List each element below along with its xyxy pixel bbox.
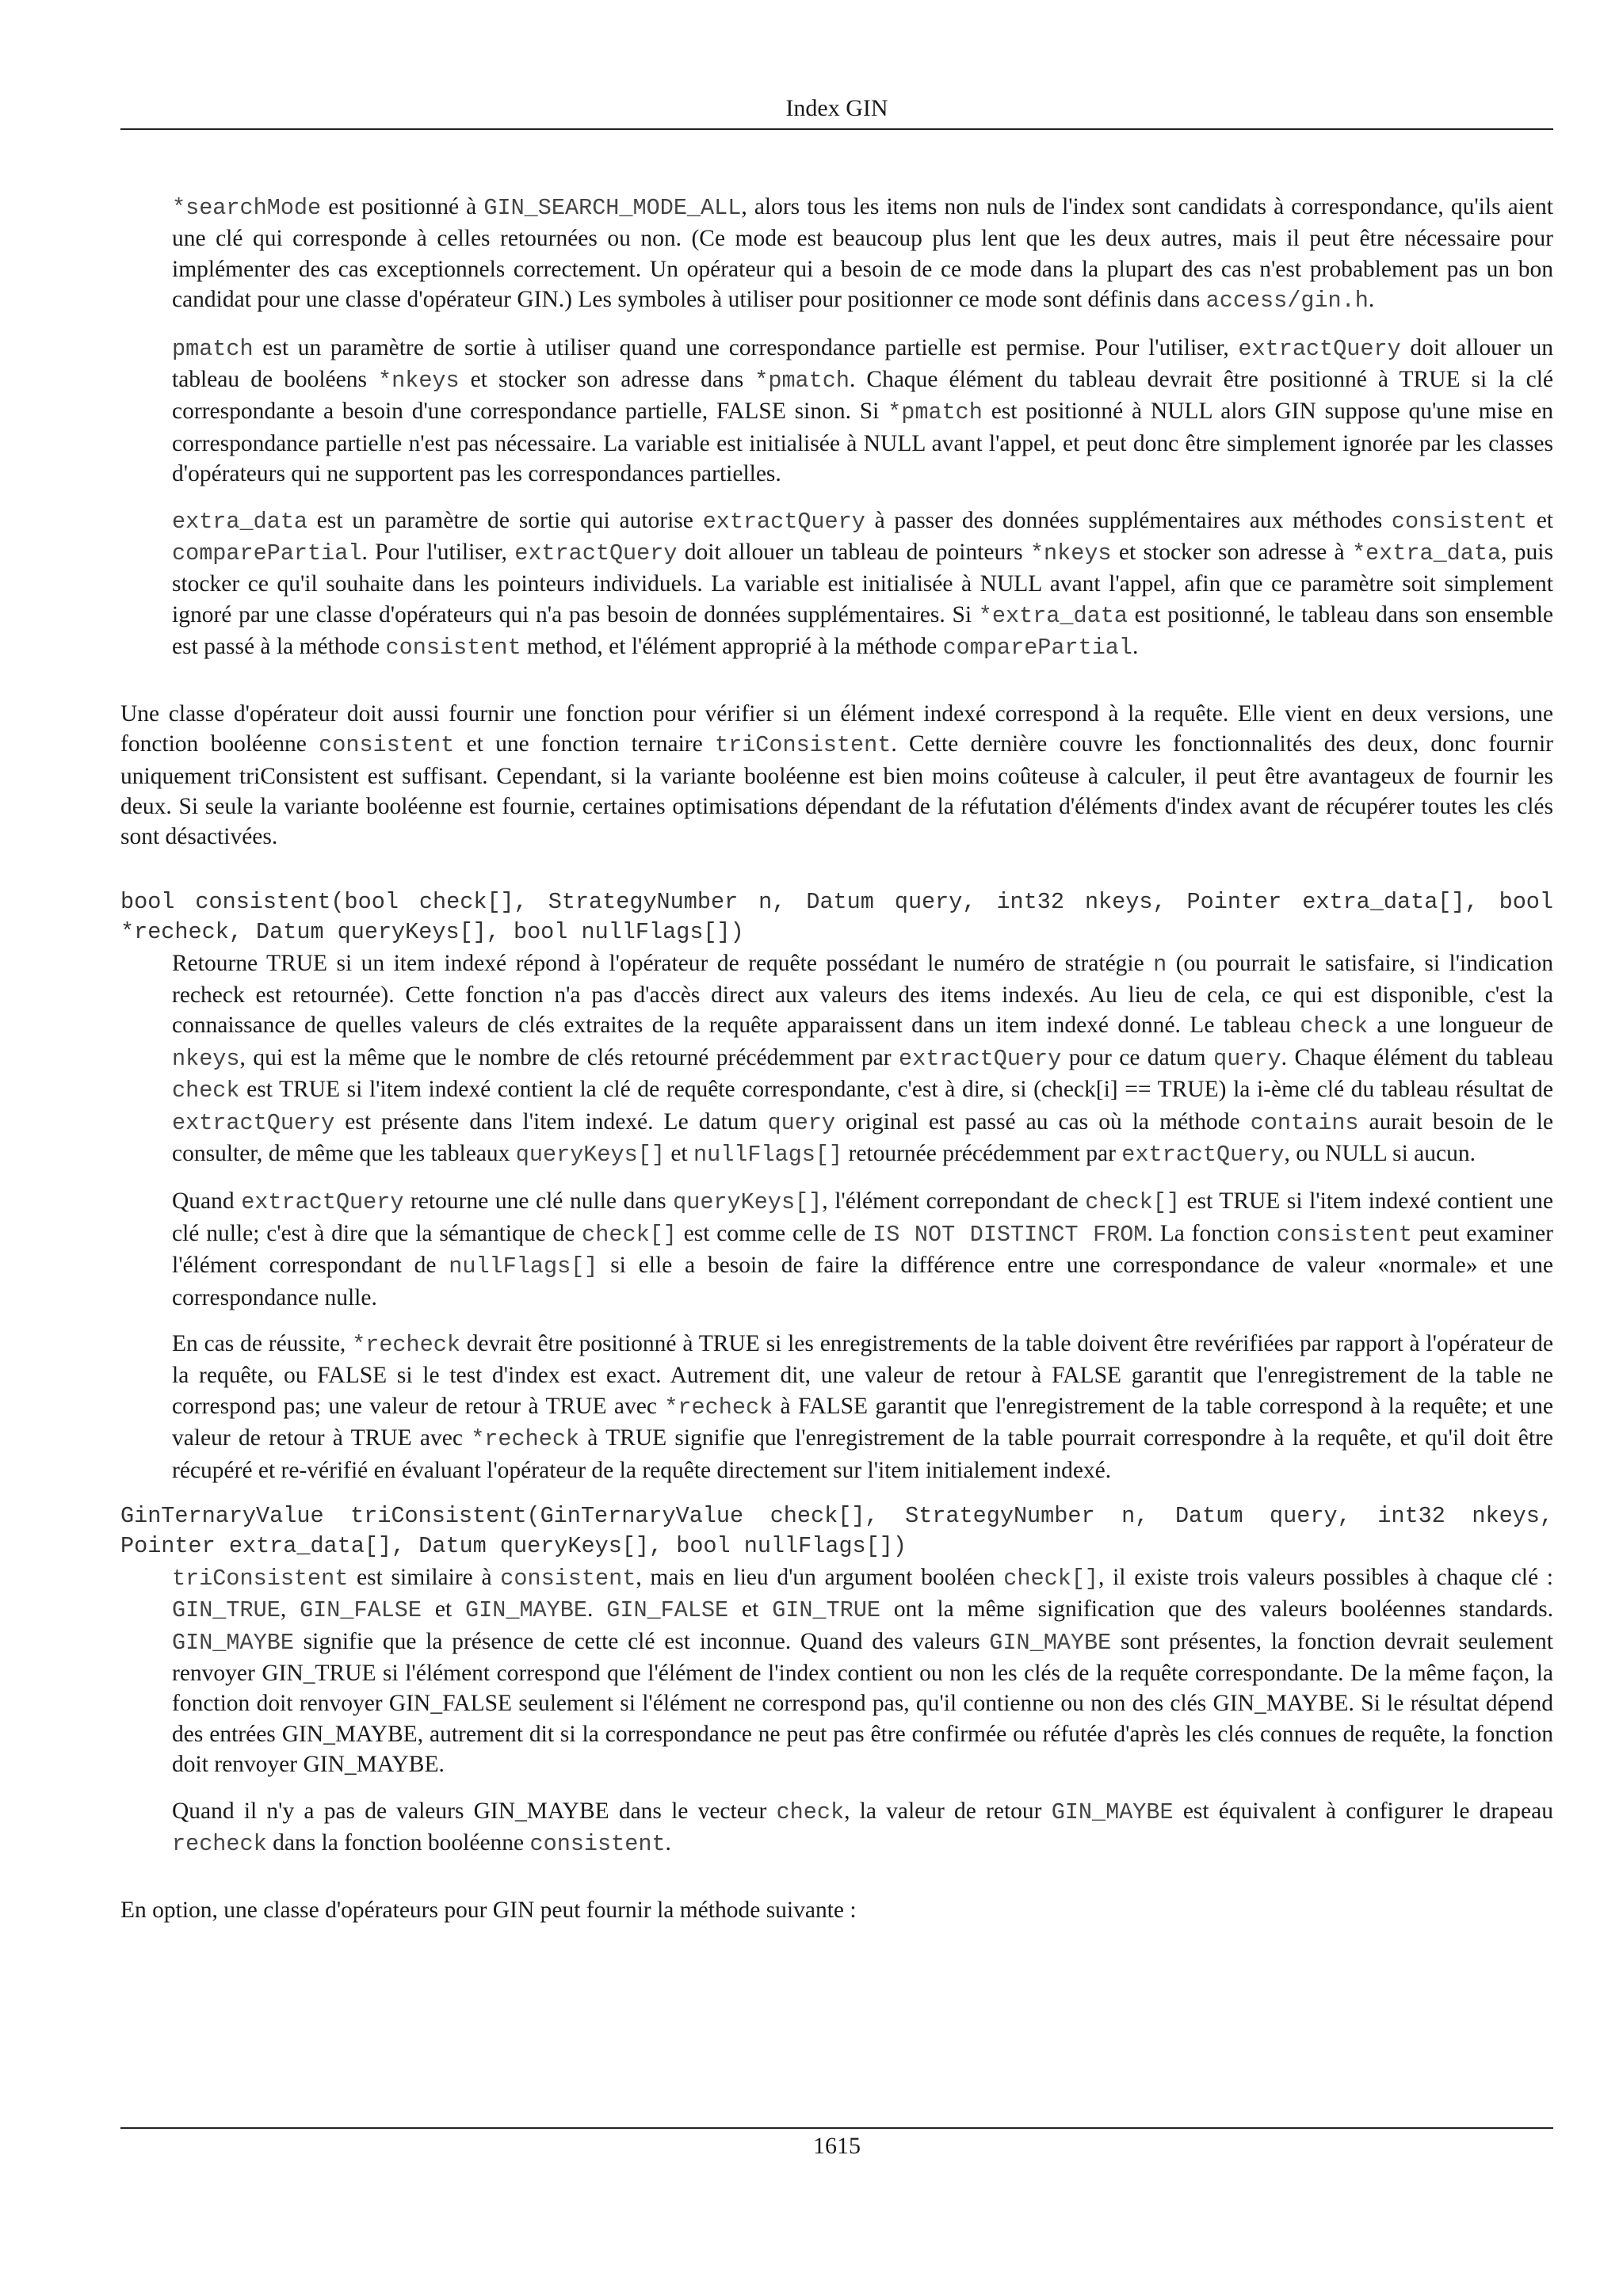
code-text: GIN_SEARCH_MODE_ALL xyxy=(483,195,742,221)
body-text: retournée précédemment par xyxy=(842,1140,1122,1166)
body-text: pour ce datum xyxy=(1061,1044,1214,1070)
code-text: GIN_FALSE xyxy=(606,1597,729,1624)
body-text: doit allouer un tableau de booléens xyxy=(172,334,1553,393)
searchmode-paragraph xyxy=(172,192,1553,317)
consistent-description xyxy=(172,948,1553,1171)
code-text: extractQuery xyxy=(172,1109,335,1136)
code-text: extractQuery xyxy=(1238,335,1401,362)
body-text: Une classe d'opérateur doit aussi fournir une fonction pour vérifier si un élément indexé correspond à la requête. Elle vient en deux versions, une fonction booléenne xyxy=(120,700,1553,757)
code-text: contains xyxy=(1250,1109,1359,1136)
code-text: consistent xyxy=(1276,1221,1412,1248)
code-text: consistent xyxy=(385,635,521,662)
body-text: devrait être positionné à TRUE si les enregistrements de la table doivent être revérifiées par rapport à l'opérateur de la requête, ou FALSE si le test d'index est exact. Autrement dit, une valeur de retour à FALSE garantit que l'enregistrement de la table ne correspond pas; une valeur de retour à TRUE avec xyxy=(172,1331,1553,1419)
header-rule xyxy=(120,128,1553,130)
body-text: à passer des données supplémentaires aux méthodes xyxy=(865,507,1392,533)
body-text: , il existe trois valeurs possibles à chaque clé : xyxy=(1098,1564,1553,1590)
code-text: extractQuery xyxy=(514,540,678,567)
body-text: En cas de réussite, xyxy=(172,1331,353,1356)
consistent-signature: bool consistent(bool check[], StrategyNumber n, Datum query, int32 nkeys, Pointer extra_data[], bool *recheck, Datum queryKeys[], bool nullFlags[]) xyxy=(120,888,1553,946)
body-text: , mais en lieu d'un argument booléen xyxy=(636,1564,1004,1590)
body-text: est positionné, le tableau dans son ensemble est passé à la méthode xyxy=(172,601,1553,660)
code-text: nkeys xyxy=(172,1045,240,1072)
code-text: *recheck xyxy=(352,1332,460,1358)
pmatch-paragraph xyxy=(172,333,1553,490)
body-text: . Cette dernière couvre les fonctionnalités des deux, donc fournir uniquement triConsistent est suffisant. Cependant, si la variante booléenne est bien moins coûteuse à calculer, il peut être avantageux de fournir les deux. Si seule la variante booléenne est fournie, certaines optimisations dépendant de la réfutation d'éléments d'index avant de récupérer toutes les clés sont désactivées. xyxy=(120,731,1553,850)
body-text: , puis stocker ce qu'il souhaite dans les pointeurs individuels. La variable est initialisée à NULL avant l'appel, afin que ce paramètre soit simplement ignoré par une classe d'opérateurs qui n'a pas besoin de données supplémentaires. Si xyxy=(172,540,1553,627)
body-text: , ou NULL si aucun. xyxy=(1284,1140,1476,1166)
code-text: GIN_MAYBE xyxy=(172,1629,294,1656)
code-text: extractQuery xyxy=(1121,1141,1285,1168)
code-text: triConsistent xyxy=(714,732,892,759)
code-text: GIN_MAYBE xyxy=(1051,1798,1174,1825)
null-key-paragraph xyxy=(172,1186,1553,1313)
body-text: Quand il n'y a pas de valeurs GIN_MAYBE dans le vecteur xyxy=(172,1798,777,1824)
code-text: IS NOT DISTINCT FROM xyxy=(873,1221,1148,1248)
body-text: à TRUE signifie que l'enregistrement de la table pourrait correspondre à la requête, et qu'il doit être récupéré et re-vérifié en évaluant l'opérateur de la requête directement sur l'item initialement indexé. xyxy=(172,1425,1553,1483)
code-text: *recheck xyxy=(664,1394,773,1421)
body-text: est un paramètre de sortie à utiliser quand une correspondance partielle est permise. Pour l'utiliser, xyxy=(253,334,1239,360)
body-text: , la valeur de retour xyxy=(844,1798,1052,1824)
code-text: extractQuery xyxy=(899,1045,1062,1072)
body-text: est équivalent à configurer le drapeau xyxy=(1173,1798,1553,1824)
body-text: est TRUE si l'item indexé contient la clé de requête correspondante, c'est à dire, si (check[i] == TRUE) la i-ème clé du tableau résultat de xyxy=(239,1077,1553,1103)
code-text: GIN_TRUE xyxy=(772,1597,881,1624)
body-text: Retourne TRUE si un item indexé répond à l'opérateur de requête possédant le numéro de stratégie xyxy=(172,950,1154,976)
code-text: GIN_MAYBE xyxy=(989,1629,1112,1656)
code-text: nullFlags[] xyxy=(449,1253,598,1280)
code-text: consistent xyxy=(1391,508,1527,535)
body-text: Quand xyxy=(172,1188,242,1215)
body-text: et une fonction ternaire xyxy=(454,731,715,757)
body-text: est un paramètre de sortie qui autorise xyxy=(307,507,703,533)
page-number: 1615 xyxy=(813,2133,861,2159)
body-text: si elle a besoin de faire la différence entre une correspondance de valeur «normale» et une correspondance nulle. xyxy=(172,1253,1554,1310)
body-text: . xyxy=(1368,287,1375,313)
code-text: *extra_data xyxy=(1351,540,1502,567)
code-text: n xyxy=(1153,951,1167,978)
body-text: , alors tous les items non nuls de l'index sont candidats à correspondance, qu'ils aient une clé qui corresponde à celles retournées ou non. (Ce mode est beaucoup plus lent que les deux autres, mais il peut être nécessaire pour implémenter des cas exceptionnels correctement. Un opérateur qui a besoin de ce mode dans la plupart des cas n'est probablement pas un bon candidat pour une classe d'opérateur GIN.) Les symboles à utiliser pour positionner ce mode sont définis dans xyxy=(172,194,1553,313)
code-text: *pmatch xyxy=(888,399,983,426)
code-text: GIN_TRUE xyxy=(172,1597,281,1624)
body-text: En option, une classe d'opérateurs pour GIN peut fournir la méthode suivante : xyxy=(120,1897,857,1923)
body-text: , xyxy=(280,1596,300,1623)
footer-rule xyxy=(120,2127,1553,2129)
extra-data-paragraph xyxy=(172,505,1553,664)
body-text: method, et l'élément approprié à la méthode xyxy=(521,634,943,660)
body-text: et stocker son adresse à xyxy=(1111,540,1352,566)
code-text: *nkeys xyxy=(1029,540,1112,567)
code-text: check[] xyxy=(1003,1565,1099,1592)
code-text: query xyxy=(767,1109,836,1136)
code-text: check xyxy=(1300,1013,1368,1040)
body-text: signifie que la présence de cette clé est inconnue. Quand des valeurs xyxy=(293,1628,990,1654)
body-text: , qui est la même que le nombre de clés retourné précédemment par xyxy=(239,1044,899,1070)
body-text: , l'élément correpondant de xyxy=(822,1188,1086,1215)
body-text: ont la même signification que des valeurs booléennes standards. xyxy=(880,1596,1553,1623)
code-text: consistent xyxy=(529,1831,666,1858)
code-text: check[] xyxy=(582,1221,677,1248)
code-text: extra_data xyxy=(172,508,308,535)
body-text: est positionné à xyxy=(321,194,484,219)
code-text: queryKeys[] xyxy=(515,1141,665,1168)
body-text: . Pour l'utiliser, xyxy=(361,540,515,566)
running-header: Index GIN xyxy=(785,95,888,121)
code-text: pmatch xyxy=(172,335,254,362)
body-text: est présente dans l'item indexé. Le datum xyxy=(334,1108,768,1135)
triconsistent-signature: GinTernaryValue triConsistent(GinTernaryValue check[], StrategyNumber n, Datum query, int32 nkeys, Pointer extra_data[], Datum queryKeys[], bool nullFlags[]) xyxy=(120,1503,1553,1560)
code-text: access/gin.h xyxy=(1205,288,1369,315)
code-text: check xyxy=(172,1077,240,1104)
body-text: . Chaque élément du tableau xyxy=(1281,1044,1554,1070)
body-text: . xyxy=(665,1830,671,1856)
body-text: . xyxy=(586,1596,607,1623)
body-text: . Chaque élément du tableau devrait être positionné à TRUE si la clé correspondante a besoin d'une correspondance partielle, FALSE sinon. Si xyxy=(172,367,1553,425)
body-text: original est passé au cas où la méthode xyxy=(835,1108,1251,1135)
body-text: et stocker son adresse dans xyxy=(459,367,755,393)
code-text: *searchMode xyxy=(172,195,322,221)
body-text: et xyxy=(728,1596,773,1623)
code-text: comparePartial xyxy=(942,635,1133,662)
body-text: à FALSE garantit que l'enregistrement de la table correspond à la requête; et une valeur de retour à TRUE avec xyxy=(172,1393,1554,1451)
body-text: et xyxy=(422,1596,466,1623)
body-text: retourne une clé nulle dans xyxy=(403,1188,674,1215)
code-text: *recheck xyxy=(471,1426,580,1453)
body-text: aurait besoin de le consulter, de même que les tableaux xyxy=(172,1108,1553,1166)
page-content xyxy=(120,192,1553,1941)
body-text: est TRUE si l'item indexé contient une clé nulle; c'est à dire que la sémantique de xyxy=(172,1188,1553,1246)
triconsistent-description xyxy=(172,1562,1553,1780)
code-text: recheck xyxy=(172,1831,267,1858)
code-text: GIN_MAYBE xyxy=(465,1597,587,1624)
body-text: est positionné à NULL alors GIN suppose qu'une mise en correspondance partielle n'est pas nécessaire. La variable est initialisée à NULL avant l'appel, et peut donc être simplement ignorée par les classes d'opérateurs qui ne supportent pas les correspondances partielles. xyxy=(172,399,1554,487)
body-text: et xyxy=(664,1140,693,1166)
code-text: consistent xyxy=(319,732,455,759)
code-text: GIN_FALSE xyxy=(300,1597,422,1624)
body-text: doit allouer un tableau de pointeurs xyxy=(677,540,1030,566)
code-text: comparePartial xyxy=(172,540,362,567)
code-text: queryKeys[] xyxy=(673,1189,823,1216)
body-text: . xyxy=(1132,634,1139,660)
code-text: nullFlags[] xyxy=(693,1141,843,1168)
code-text: triConsistent xyxy=(172,1565,349,1592)
code-text: check[] xyxy=(1085,1189,1180,1216)
body-text: est comme celle de xyxy=(676,1220,873,1246)
code-text: consistent xyxy=(500,1565,636,1592)
body-text: . La fonction xyxy=(1147,1220,1277,1246)
code-text: *extra_data xyxy=(978,602,1128,629)
body-text: a une longueur de xyxy=(1367,1013,1553,1039)
gin-maybe-paragraph xyxy=(172,1796,1553,1860)
code-text: *nkeys xyxy=(378,368,460,395)
body-text: est similaire à xyxy=(348,1564,501,1590)
optional-method-paragraph xyxy=(120,1895,1553,1925)
code-text: *pmatch xyxy=(754,368,850,395)
code-text: extractQuery xyxy=(241,1189,404,1216)
body-text: peut examiner l'élément correspondant de xyxy=(172,1220,1553,1279)
code-text: extractQuery xyxy=(702,508,865,535)
consistent-intro-paragraph xyxy=(120,699,1553,852)
body-text: et xyxy=(1526,507,1553,533)
body-text: dans la fonction booléenne xyxy=(266,1830,530,1856)
code-text: check xyxy=(776,1798,845,1825)
recheck-paragraph xyxy=(172,1329,1553,1486)
body-text: (ou pourrait le satisfaire, si l'indication recheck est retournée). Cette fonction n'a pas d'accès direct aux valeurs des items indexés. Au lieu de cela, ce qui est disponible, c'est la connaissance de quelles valeurs de clés extraites de la requête apparaissent dans un item indexé donné. Le tableau xyxy=(172,950,1553,1039)
body-text: sont présentes, la fonction devrait seulement renvoyer GIN_TRUE si l'élément correspond que l'élément de l'index contient ou non les clés de la requête correspondante. De la même façon, la fonction doit renvoyer GIN_FALSE seulement si l'élément ne correspond pas, qu'il contienne ou non des clés GIN_MAYBE. Si le résultat dépend des entrées GIN_MAYBE, autrement dit si la correspondance ne peut pas être confirmée ou réfutée d'après les clés connues de requête, la fonction doit renvoyer GIN_MAYBE. xyxy=(172,1628,1553,1778)
code-text: query xyxy=(1213,1045,1281,1072)
